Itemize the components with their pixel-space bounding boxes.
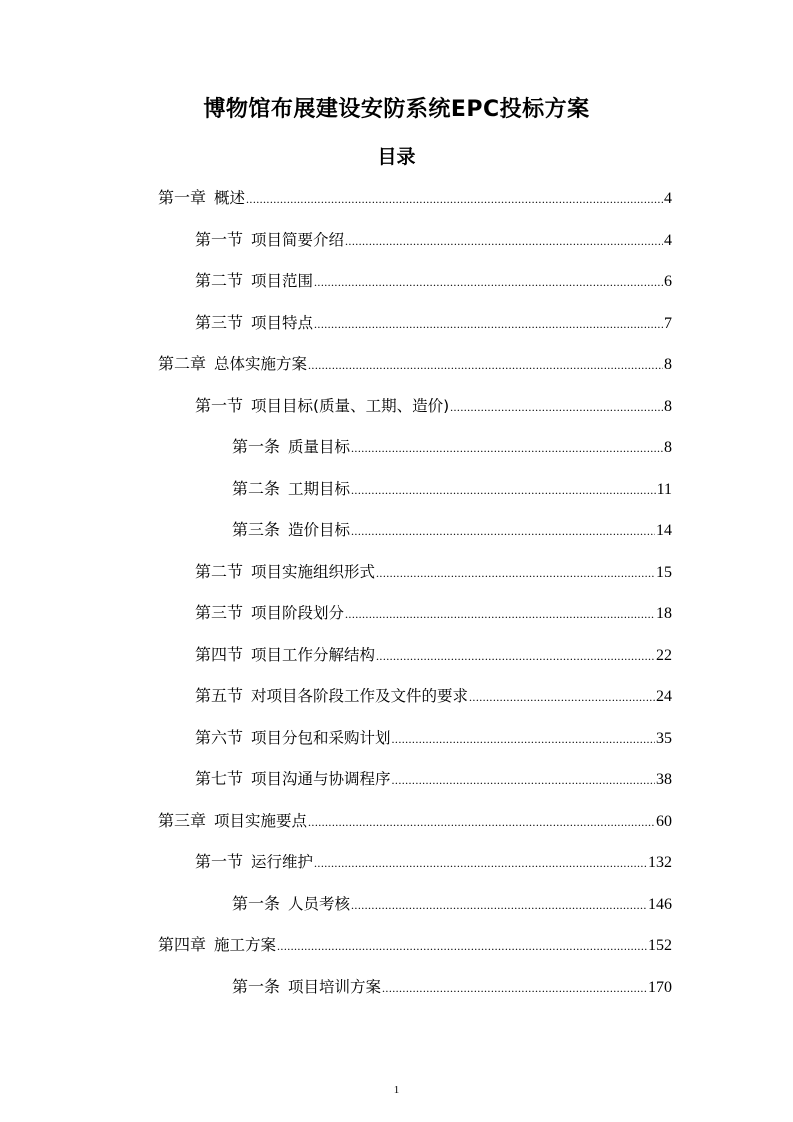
- toc-entry-page: 24: [656, 688, 672, 705]
- toc-entry[interactable]: [158, 352, 672, 376]
- toc-entry[interactable]: [158, 933, 672, 957]
- toc-entry-number: 第三节: [195, 603, 244, 622]
- toc-entry-number: 第一节: [195, 396, 244, 415]
- toc-entry-number: 第一章: [158, 188, 207, 207]
- toc-entry-number: 第二节: [195, 271, 244, 290]
- toc-entry-number: 第一条: [232, 894, 281, 913]
- toc-dot-leader: [469, 685, 655, 709]
- toc-entry-title: 项目工作分解结构: [251, 646, 376, 664]
- toc-entry-page: 15: [656, 564, 672, 581]
- toc-entry[interactable]: [195, 228, 672, 252]
- toc-entry-page: 4: [664, 232, 672, 249]
- toc-entry-page: 6: [664, 273, 672, 290]
- toc-entry-number: 第三章: [158, 811, 207, 830]
- toc-dot-leader: [392, 768, 655, 792]
- toc-entry-title: 总体实施方案: [214, 355, 308, 373]
- toc-entry[interactable]: [158, 809, 672, 833]
- toc-entry-page: 7: [664, 315, 672, 332]
- toc-entry-page: 152: [648, 937, 672, 954]
- toc-dot-leader: [450, 395, 663, 419]
- toc-entry-page: 35: [656, 730, 672, 747]
- toc-entry[interactable]: [232, 975, 672, 999]
- toc-entry-page: 18: [656, 605, 672, 622]
- document-title: 博物馆布展建设安防系统EPC投标方案: [203, 97, 590, 122]
- toc-entry-title: 施工方案: [214, 936, 277, 954]
- toc-dot-leader: [376, 561, 655, 585]
- toc-entry-number: 第二节: [195, 562, 244, 581]
- toc-dot-leader: [351, 893, 647, 917]
- toc-dot-leader: [308, 353, 663, 377]
- toc-entry-page: 22: [656, 647, 672, 664]
- toc-entry-title: 人员考核: [288, 895, 351, 913]
- toc-entry-title: 运行维护: [251, 853, 314, 871]
- toc-entry-number: 第五节: [195, 686, 244, 705]
- toc-dot-leader: [351, 519, 655, 543]
- toc-entry-number: 第三节: [195, 313, 244, 332]
- toc-dot-leader: [376, 644, 655, 668]
- toc-dot-leader: [314, 270, 663, 294]
- toc-entry[interactable]: [195, 269, 672, 293]
- toc-entry[interactable]: [195, 726, 672, 750]
- toc-entry-page: 132: [648, 854, 672, 871]
- toc-entry-title: 项目培训方案: [288, 978, 382, 996]
- toc-entry-number: 第二章: [158, 354, 207, 373]
- toc-entry-title: 项目沟通与协调程序: [251, 770, 391, 788]
- toc-entry[interactable]: [195, 601, 672, 625]
- toc-entry[interactable]: [232, 477, 672, 501]
- toc-entry-title: 项目特点: [251, 314, 314, 332]
- toc-entry[interactable]: [195, 850, 672, 874]
- toc-entry-page: 8: [664, 356, 672, 373]
- toc-dot-leader: [345, 602, 655, 626]
- toc-entry[interactable]: [232, 892, 672, 916]
- toc-entry-page: 38: [656, 771, 672, 788]
- toc-entry-title: 对项目各阶段工作及文件的要求: [251, 687, 469, 705]
- toc-entry-page: 170: [648, 979, 672, 996]
- toc-entry-number: 第四节: [195, 645, 244, 664]
- toc-dot-leader: [382, 976, 647, 1000]
- toc-entry-page: 11: [656, 481, 672, 498]
- toc-heading: 目录: [377, 146, 416, 168]
- toc-dot-leader: [308, 810, 655, 834]
- toc-dot-leader: [351, 436, 663, 460]
- toc-entry[interactable]: [195, 767, 672, 791]
- toc-dot-leader: [392, 727, 655, 751]
- toc-entry-number: 第七节: [195, 769, 244, 788]
- toc-entry-title: 工期目标: [288, 480, 351, 498]
- toc-entry-title: 造价目标: [288, 521, 351, 539]
- toc-entry-page: 60: [656, 813, 672, 830]
- toc-entry-number: 第六节: [195, 728, 244, 747]
- toc-entry[interactable]: [195, 560, 672, 584]
- toc-entry-title: 项目分包和采购计划: [251, 729, 391, 747]
- toc-entry-title: 项目阶段划分: [251, 604, 345, 622]
- toc-dot-leader: [314, 312, 663, 336]
- toc-entry[interactable]: [232, 435, 672, 459]
- toc-dot-leader: [246, 187, 663, 211]
- toc-dot-leader: [345, 229, 663, 253]
- toc-dot-leader: [351, 478, 656, 502]
- toc-entry-number: 第一条: [232, 437, 281, 456]
- toc-entry-number: 第三条: [232, 520, 281, 539]
- toc-entry[interactable]: [195, 311, 672, 335]
- toc-entry-title: 概述: [214, 189, 246, 207]
- toc-entry[interactable]: [195, 643, 672, 667]
- toc-entry[interactable]: [232, 518, 672, 542]
- toc-entry-page: 4: [664, 190, 672, 207]
- toc-entry-page: 146: [648, 896, 672, 913]
- toc-dot-leader: [277, 934, 647, 958]
- toc-entry-number: 第一节: [195, 852, 244, 871]
- page-number: 1: [393, 1084, 400, 1096]
- toc-entry-number: 第四章: [158, 935, 207, 954]
- toc-entry-number: 第二条: [232, 479, 281, 498]
- toc-entry[interactable]: [195, 394, 672, 418]
- toc-entry-page: 8: [664, 398, 672, 415]
- toc-entry-title: 项目目标(质量、工期、造价): [251, 397, 450, 415]
- toc-dot-leader: [314, 851, 647, 875]
- toc-entry-title: 项目实施组织形式: [251, 563, 376, 581]
- toc-entry[interactable]: [195, 684, 672, 708]
- toc-entry-title: 项目范围: [251, 272, 314, 290]
- toc-entry-number: 第一条: [232, 977, 281, 996]
- toc-entry[interactable]: [158, 186, 672, 210]
- toc-entry-page: 14: [656, 522, 672, 539]
- toc-entry-title: 质量目标: [288, 438, 351, 456]
- toc-entry-page: 8: [664, 439, 672, 456]
- toc-entry-title: 项目实施要点: [214, 812, 308, 830]
- toc-entry-title: 项目简要介绍: [251, 231, 345, 249]
- toc-entry-number: 第一节: [195, 230, 244, 249]
